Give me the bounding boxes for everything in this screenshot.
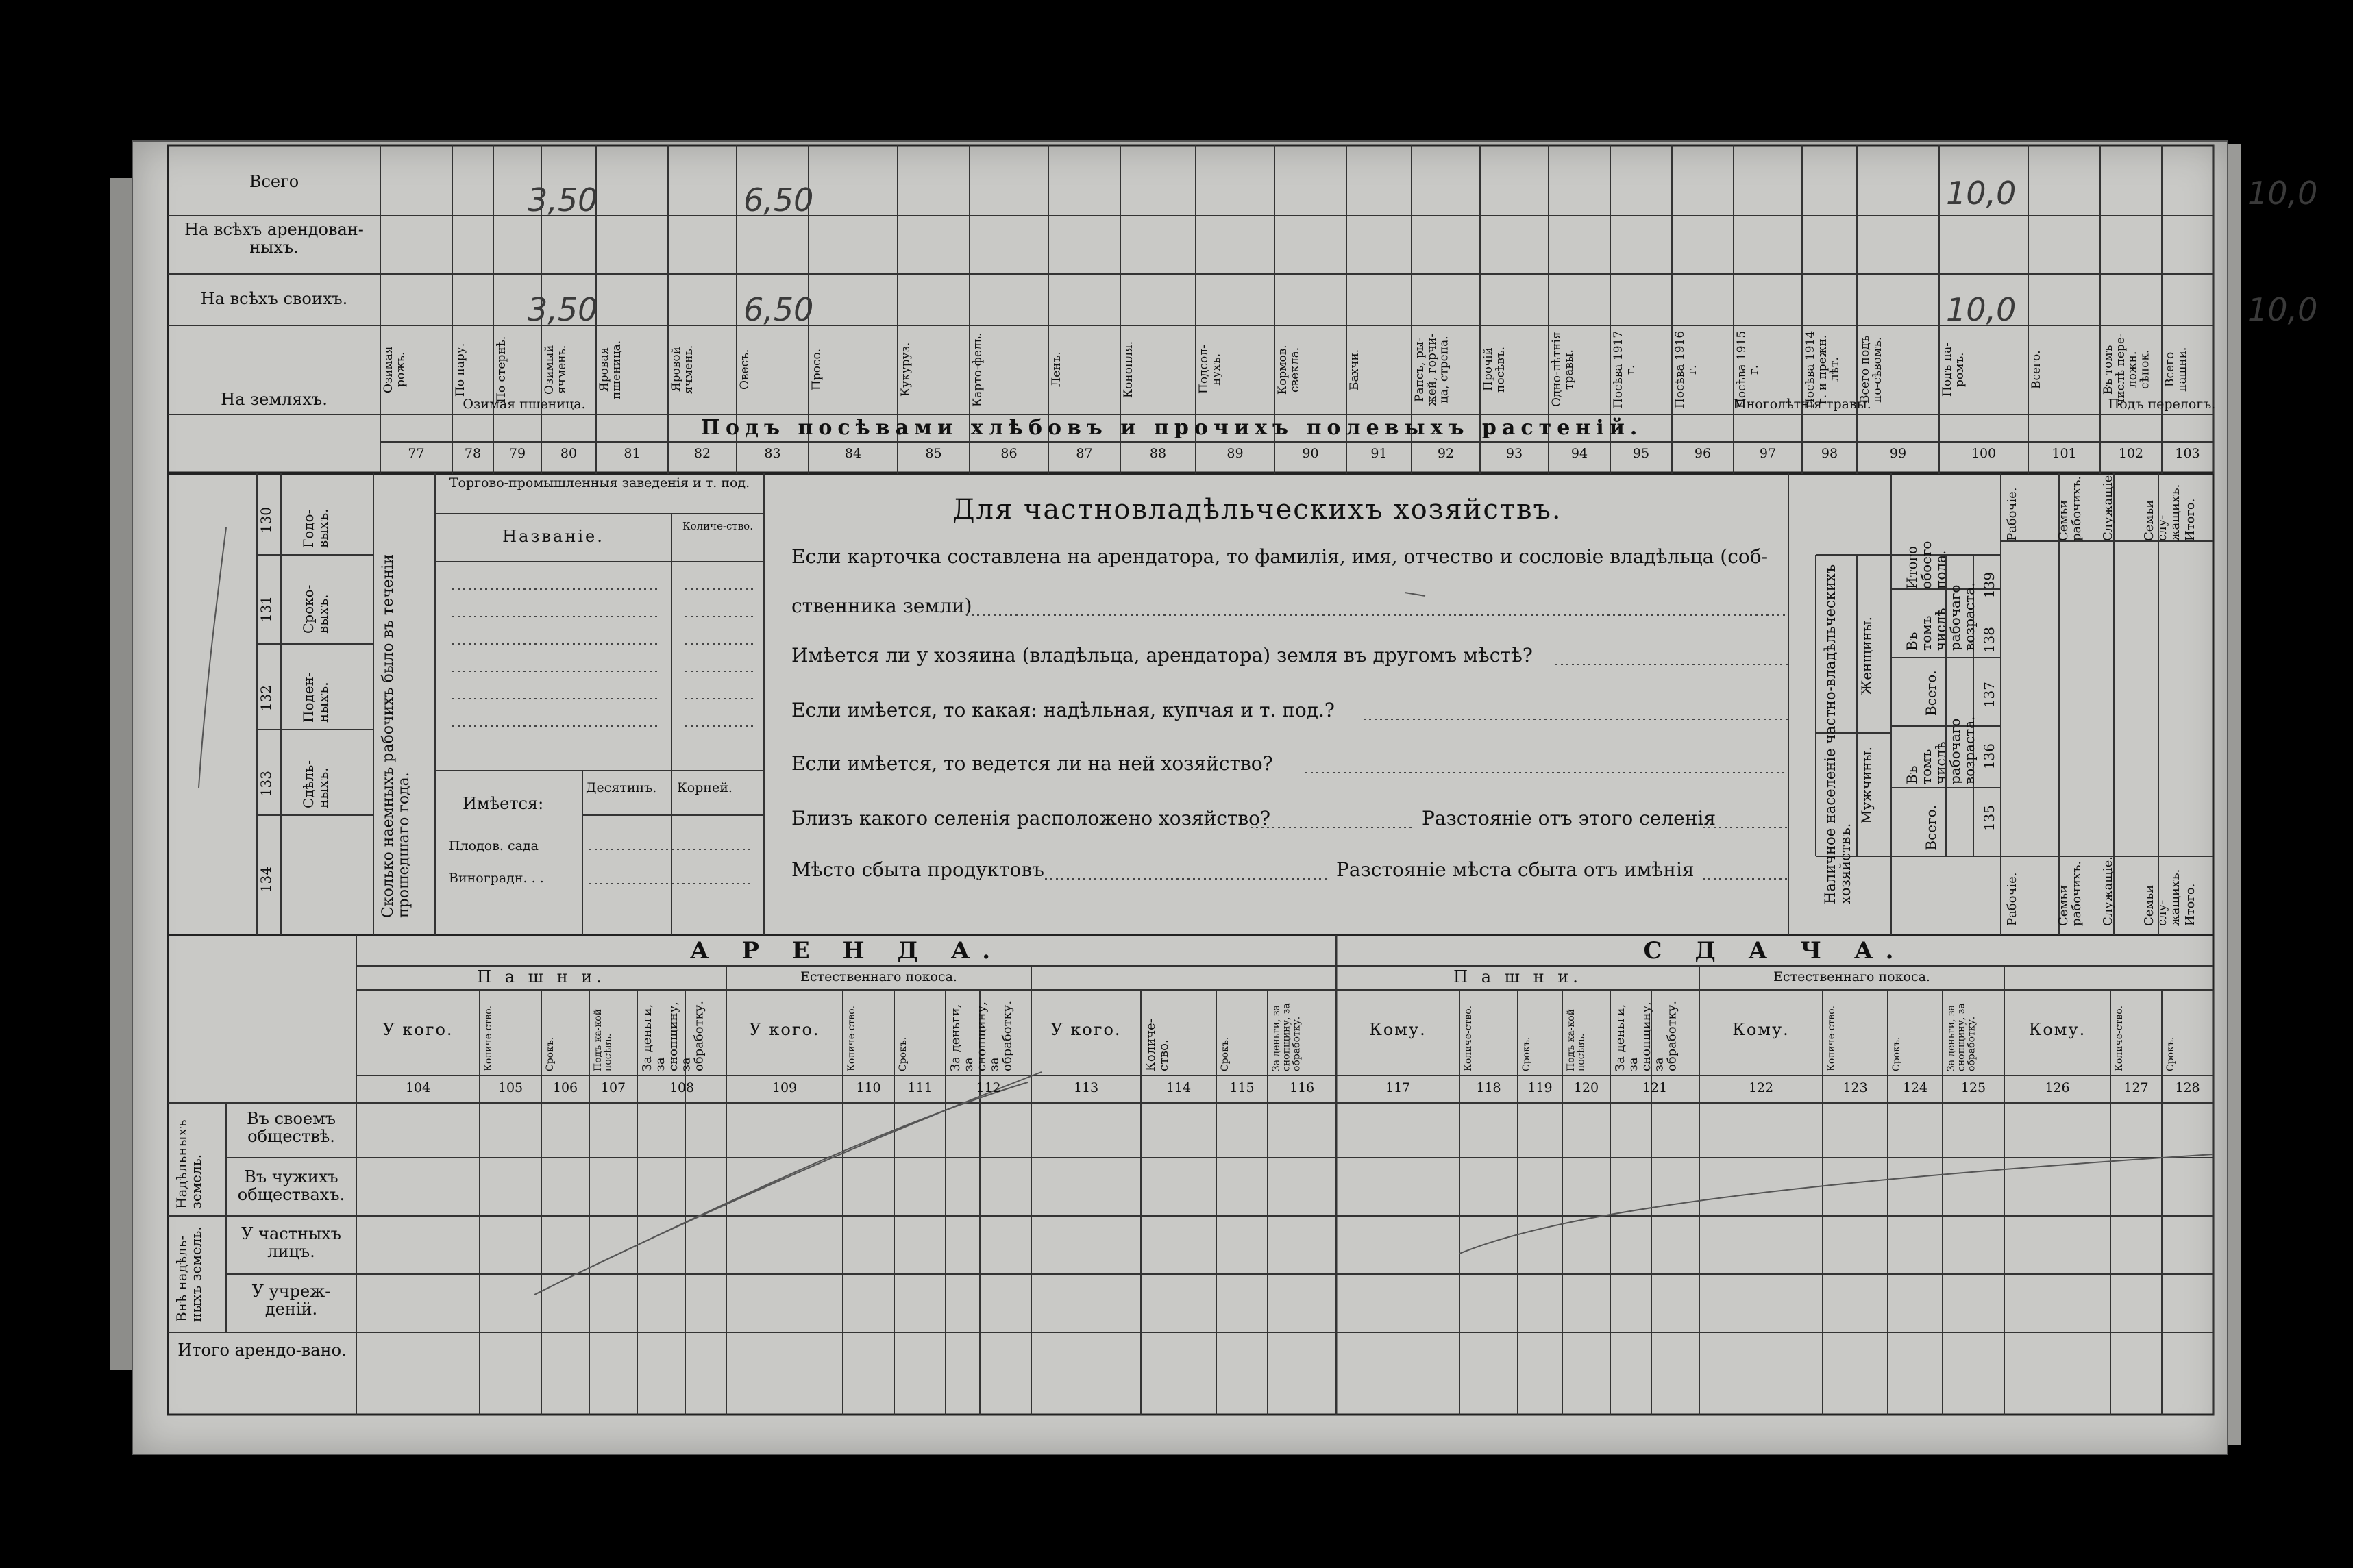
hw-vsego-99: 10,0 xyxy=(1946,175,2017,212)
hw-vsego-103: 10,0 xyxy=(2247,175,2318,212)
col-num-130: 130 xyxy=(258,507,274,534)
lease-header-19: Кому. xyxy=(1732,1020,1790,1039)
crop-col-number: 87 xyxy=(1076,446,1093,461)
lease-header-8: Срокъ. xyxy=(898,1036,909,1071)
crop-header-5: Яровая пшеница. xyxy=(598,340,624,399)
crop-header-4: Озимый ячмень. xyxy=(543,345,569,395)
row-svoem: Въ своемъ обществѣ. xyxy=(246,1109,336,1147)
col-num-132: 132 xyxy=(258,685,274,712)
right-header-top-5: Итого. xyxy=(2183,498,2197,541)
lease-header-4: Подъ ка-кой посѣвъ. xyxy=(593,1009,614,1071)
lease-col-number: 124 xyxy=(1902,1080,1928,1095)
crop-col-number: 90 xyxy=(1302,446,1319,461)
sub-label-perelog: Подъ перелогъ. xyxy=(2108,397,2216,412)
crop-col-number: 78 xyxy=(464,446,482,461)
crop-header-10: Карто-фель. xyxy=(971,332,985,407)
lease-col-number: 116 xyxy=(1289,1080,1315,1095)
form-line-6: Близъ какого селенія расположено хозяйство? xyxy=(791,807,1271,830)
sub-label-mnogoletnie: Многолѣтнія травы. xyxy=(1733,397,1871,412)
enterprise-qty-label: Количе-ство. xyxy=(682,520,753,532)
form-line-8: Мѣсто сбыта продуктовъ xyxy=(791,858,1044,881)
lease-col-number: 108 xyxy=(669,1080,695,1095)
crop-col-number: 83 xyxy=(764,446,781,461)
crop-col-number: 85 xyxy=(925,446,942,461)
population-caption: Наличное населеніе частно-владѣльческихъ хозяйствъ. xyxy=(1822,564,1854,904)
crop-col-number: 80 xyxy=(560,446,578,461)
crop-header-7: Овесъ. xyxy=(738,349,752,390)
crop-col-number: 84 xyxy=(844,446,862,461)
crop-col-number: 82 xyxy=(693,446,711,461)
crop-col-number: 98 xyxy=(1821,446,1838,461)
form-line-3: Имѣется ли у хозяина (владѣльца, арендатора) земля въ другомъ мѣстѣ? xyxy=(791,644,1533,667)
form-line-1: Если карточка составлена на арендатора, то фамилія, имя, отчество и сословіе владѣльца (соб- xyxy=(791,545,1769,568)
lease-col-number: 117 xyxy=(1385,1080,1411,1095)
form-line-5: Если имѣется, то ведется ли на ней хозяйство? xyxy=(791,752,1273,775)
lease-col-number: 119 xyxy=(1527,1080,1553,1095)
arenda-pashni: П а ш н и. xyxy=(477,967,606,986)
arenda-title: А Р Е Н Д А. xyxy=(689,937,1003,965)
crop-col-number: 92 xyxy=(1437,446,1455,461)
lease-header-23: Кому. xyxy=(2028,1020,2086,1039)
form-line-7: Разстояніе отъ этого селенія xyxy=(1422,807,1716,830)
crop-header-12: Конопля. xyxy=(1122,340,1135,399)
worker-sdelnykh: Сдѣль-ныхъ. xyxy=(300,760,331,808)
form-line-2: ственника земли) xyxy=(791,595,972,617)
men-v-tom-chisle: Въ томъ числѣ рабочаго возраста. xyxy=(1904,716,1978,784)
sad-label: Плодов. сада xyxy=(449,838,539,854)
workers-caption: Сколько наемныхъ рабочихъ было въ теченіи прошедшаго года. xyxy=(380,553,413,918)
right-header-bot-5: Итого. xyxy=(2183,883,2197,926)
worker-podennykh: Поден-ныхъ. xyxy=(300,672,331,723)
crop-banner: Подъ посѣвами хлѣбовъ и прочихъ полевыхъ растеній. xyxy=(700,416,1643,440)
num-139: 139 xyxy=(1981,572,1997,599)
lease-col-number: 125 xyxy=(1960,1080,1986,1095)
lease-col-number: 123 xyxy=(1843,1080,1868,1095)
crop-header-14: Кормов. свекла. xyxy=(1276,345,1302,395)
lease-col-number: 105 xyxy=(497,1080,523,1095)
lease-header-15: Количе-ство. xyxy=(1463,1005,1474,1071)
row-chuzhikh: Въ чужихъ обществахъ. xyxy=(237,1167,345,1205)
women-vsego: Всего. xyxy=(1923,670,1939,716)
num-135: 135 xyxy=(1981,805,1997,832)
lease-col-number: 118 xyxy=(1476,1080,1501,1095)
right-header-bot-2: Семьи рабочихъ. xyxy=(2056,860,2084,926)
crop-col-number: 99 xyxy=(1889,446,1907,461)
hw-svoikh-99: 10,0 xyxy=(1946,291,2017,328)
row-label-na-zemlyakh: На земляхъ. xyxy=(221,390,328,409)
crop-col-number: 91 xyxy=(1370,446,1388,461)
vinograd-label: Виноградн. . . xyxy=(449,871,544,886)
crop-col-number: 88 xyxy=(1149,446,1167,461)
sub-label-ozimaya-pshenitsa: Озимая пшеница. xyxy=(463,397,586,412)
lease-header-7: Количе-ство. xyxy=(846,1005,857,1071)
crop-header-3: По стернѣ. xyxy=(495,336,508,403)
row-label-arendovannykh: На всѣхъ арендован-ныхъ. xyxy=(184,220,364,258)
row-itogo-arendovano: Итого арендо-вано. xyxy=(177,1341,347,1360)
crop-header-22: Посѣва 1914 г. и прежн. лѣт. xyxy=(1803,330,1842,409)
lease-col-number: 109 xyxy=(772,1080,798,1095)
form-title: Для частновладѣльческихъ хозяйствъ. xyxy=(952,494,1562,525)
row-label-svoikh: На всѣхъ своихъ. xyxy=(200,289,348,308)
crop-header-19: Посѣва 1917 г. xyxy=(1612,330,1638,409)
num-137: 137 xyxy=(1981,682,1997,708)
crop-header-16: Рапсъ, ры-жей, горчи-ца, стрепа. xyxy=(1413,333,1451,406)
hw-vsego-79: 3,50 xyxy=(528,182,598,219)
sdacha-pokos: Естественнаго покоса. xyxy=(1773,969,1930,984)
worker-godovykh: Годо-выхъ. xyxy=(300,508,331,548)
lease-col-number: 121 xyxy=(1642,1080,1668,1095)
enterprise-header: Торгово-промышленныя заведенія и т. под. xyxy=(449,475,750,490)
crop-header-21: Посѣва 1915 г. xyxy=(1735,330,1761,409)
women-v-tom-chisle: Въ томъ числѣ рабочаго возраста. xyxy=(1904,582,1978,651)
form-line-4: Если имѣется, то какая: надѣльная, купчая и т. под.? xyxy=(791,699,1335,721)
lease-header-16: Срокъ. xyxy=(1521,1036,1532,1071)
sdacha-title: С Д А Ч А. xyxy=(1643,937,1906,965)
form-line-9: Разстояніе мѣста сбыта отъ имѣнія xyxy=(1336,858,1695,881)
num-136: 136 xyxy=(1981,743,1997,770)
lease-col-number: 112 xyxy=(976,1080,1001,1095)
num-138: 138 xyxy=(1981,627,1997,654)
col-num-133: 133 xyxy=(258,771,274,797)
crop-header-23: Всего подъ по-сѣвомъ. xyxy=(1858,335,1884,404)
col-num-134: 134 xyxy=(258,867,274,893)
crop-col-number: 101 xyxy=(2052,446,2077,461)
label-men: Мужчины. xyxy=(1858,747,1875,824)
lease-col-number: 120 xyxy=(1573,1080,1599,1095)
imeetsya-label: Имѣется: xyxy=(463,794,544,813)
lease-header-18: За деньги, за снопщину, за обработку. xyxy=(1613,1000,1679,1071)
crop-header-17: Прочій посѣвъ. xyxy=(1481,346,1507,393)
right-header-bot-4: Семьи слу-жащихъ. xyxy=(2142,869,2182,926)
label-women: Женщины. xyxy=(1858,617,1875,696)
right-header-top-2: Семьи рабочихъ. xyxy=(2056,475,2084,541)
arenda-pokos: Естественнаго покоса. xyxy=(800,969,957,984)
lease-header-9: За деньги, за снопщину, за обработку. xyxy=(948,1000,1015,1071)
lease-col-number: 115 xyxy=(1229,1080,1255,1095)
crop-header-26: Въ томъ числѣ пере-ложн. сѣнок. xyxy=(2102,333,2152,406)
crop-col-number: 94 xyxy=(1570,446,1588,461)
group-vne: Внѣ надѣль-ныхъ земель. xyxy=(173,1226,204,1322)
lease-header-2: Количе-ство. xyxy=(483,1005,494,1071)
desyatin-label: Десятинъ. xyxy=(586,780,657,795)
lease-header-5: За деньги, за снопщину, за обработку. xyxy=(640,1000,706,1071)
right-header-bot-3: Служащіе. xyxy=(2101,856,2115,926)
lease-col-number: 107 xyxy=(600,1080,626,1095)
hw-svoikh-79: 3,50 xyxy=(528,291,598,328)
lease-header-17: Подъ ка-кой посѣвъ. xyxy=(1566,1009,1587,1071)
row-uchrezhdeniy: У учреж-деній. xyxy=(251,1282,331,1319)
crop-col-number: 95 xyxy=(1632,446,1650,461)
lease-header-6: У кого. xyxy=(749,1020,820,1039)
col-num-131: 131 xyxy=(258,596,274,623)
group-nadel: Надѣльныхъ земель. xyxy=(173,1119,204,1209)
enterprise-name-label: Названіе. xyxy=(502,527,604,546)
lease-header-24: Количе-ство. xyxy=(2114,1005,2125,1071)
lease-col-number: 104 xyxy=(405,1080,431,1095)
crop-header-20: Посѣва 1916 г. xyxy=(1673,330,1699,409)
crop-col-number: 100 xyxy=(1971,446,1997,461)
men-vsego: Всего. xyxy=(1923,805,1939,851)
right-header-top-4: Семьи слу-жащихъ. xyxy=(2142,484,2182,541)
lease-col-number: 110 xyxy=(856,1080,881,1095)
lease-col-number: 111 xyxy=(907,1080,933,1095)
lease-header-21: Срокъ. xyxy=(1891,1036,1902,1071)
crop-col-number: 96 xyxy=(1694,446,1712,461)
crop-header-24: Подъ па-ромъ. xyxy=(1941,343,1967,397)
crop-header-11: Ленъ. xyxy=(1050,351,1063,388)
itogo-oboego-pola: Итого обоего пола. xyxy=(1904,540,1949,589)
lease-col-number: 126 xyxy=(2045,1080,2070,1095)
lease-header-25: Срокъ. xyxy=(2165,1036,2176,1071)
lease-col-number: 113 xyxy=(1073,1080,1099,1095)
lease-header-10: У кого. xyxy=(1050,1020,1122,1039)
crop-col-number: 79 xyxy=(508,446,526,461)
lease-col-number: 127 xyxy=(2123,1080,2149,1095)
crop-col-number: 93 xyxy=(1505,446,1523,461)
worker-srokovykh: Сроко-выхъ. xyxy=(300,584,331,634)
lease-col-number: 114 xyxy=(1166,1080,1192,1095)
crop-header-18: Одно-лѣтнія травы. xyxy=(1550,332,1576,408)
hw-vsego-82: 6,50 xyxy=(743,182,814,219)
lease-header-14: Кому. xyxy=(1369,1020,1427,1039)
lease-col-number: 128 xyxy=(2175,1080,2200,1095)
crop-col-number: 102 xyxy=(2118,446,2144,461)
crop-header-1: Озимая рожь. xyxy=(382,346,408,393)
crop-header-27: Всего пашни. xyxy=(2163,347,2189,393)
crop-header-25: Всего. xyxy=(2030,350,2043,389)
lease-header-22: За деньги, за снопщину, за обработку. xyxy=(1946,1003,1978,1071)
crop-header-9: Кукуруз. xyxy=(899,342,913,397)
sdacha-pashni: П а ш н и. xyxy=(1453,967,1582,986)
lease-header-3: Срокъ. xyxy=(545,1036,556,1071)
row-label-vsego: Всего xyxy=(249,172,299,191)
crop-header-6: Яровой ячмень. xyxy=(669,345,695,395)
lease-header-20: Количе-ство. xyxy=(1826,1005,1837,1071)
right-header-top-1: Рабочіе. xyxy=(2005,487,2019,541)
lease-col-number: 122 xyxy=(1748,1080,1774,1095)
right-header-top-3: Служащіе. xyxy=(2101,471,2115,541)
hw-svoikh-82: 6,50 xyxy=(743,291,814,328)
lease-header-12: Срокъ. xyxy=(1220,1036,1231,1071)
crop-header-8: Просо. xyxy=(810,348,824,391)
hw-svoikh-103: 10,0 xyxy=(2247,291,2318,328)
lease-header-13: За деньги, за снопщину, за обработку. xyxy=(1271,1003,1303,1071)
crop-col-number: 81 xyxy=(624,446,641,461)
crop-col-number: 103 xyxy=(2175,446,2200,461)
crop-col-number: 89 xyxy=(1227,446,1244,461)
crop-col-number: 97 xyxy=(1759,446,1777,461)
crop-header-2: По пару. xyxy=(454,343,467,397)
lease-col-number: 106 xyxy=(552,1080,578,1095)
crop-header-15: Бахчи. xyxy=(1348,349,1362,390)
crop-col-number: 86 xyxy=(1000,446,1018,461)
lease-header-1: У кого. xyxy=(382,1020,454,1039)
crop-header-13: Подсол-нухъ. xyxy=(1197,345,1223,395)
crop-col-number: 77 xyxy=(408,446,425,461)
right-header-bot-1: Рабочіе. xyxy=(2005,872,2019,926)
korney-label: Корней. xyxy=(677,780,732,795)
lease-header-11: Количе-ство. xyxy=(1144,1019,1171,1071)
row-chastnykh: У частныхъ лицъ. xyxy=(241,1224,341,1262)
